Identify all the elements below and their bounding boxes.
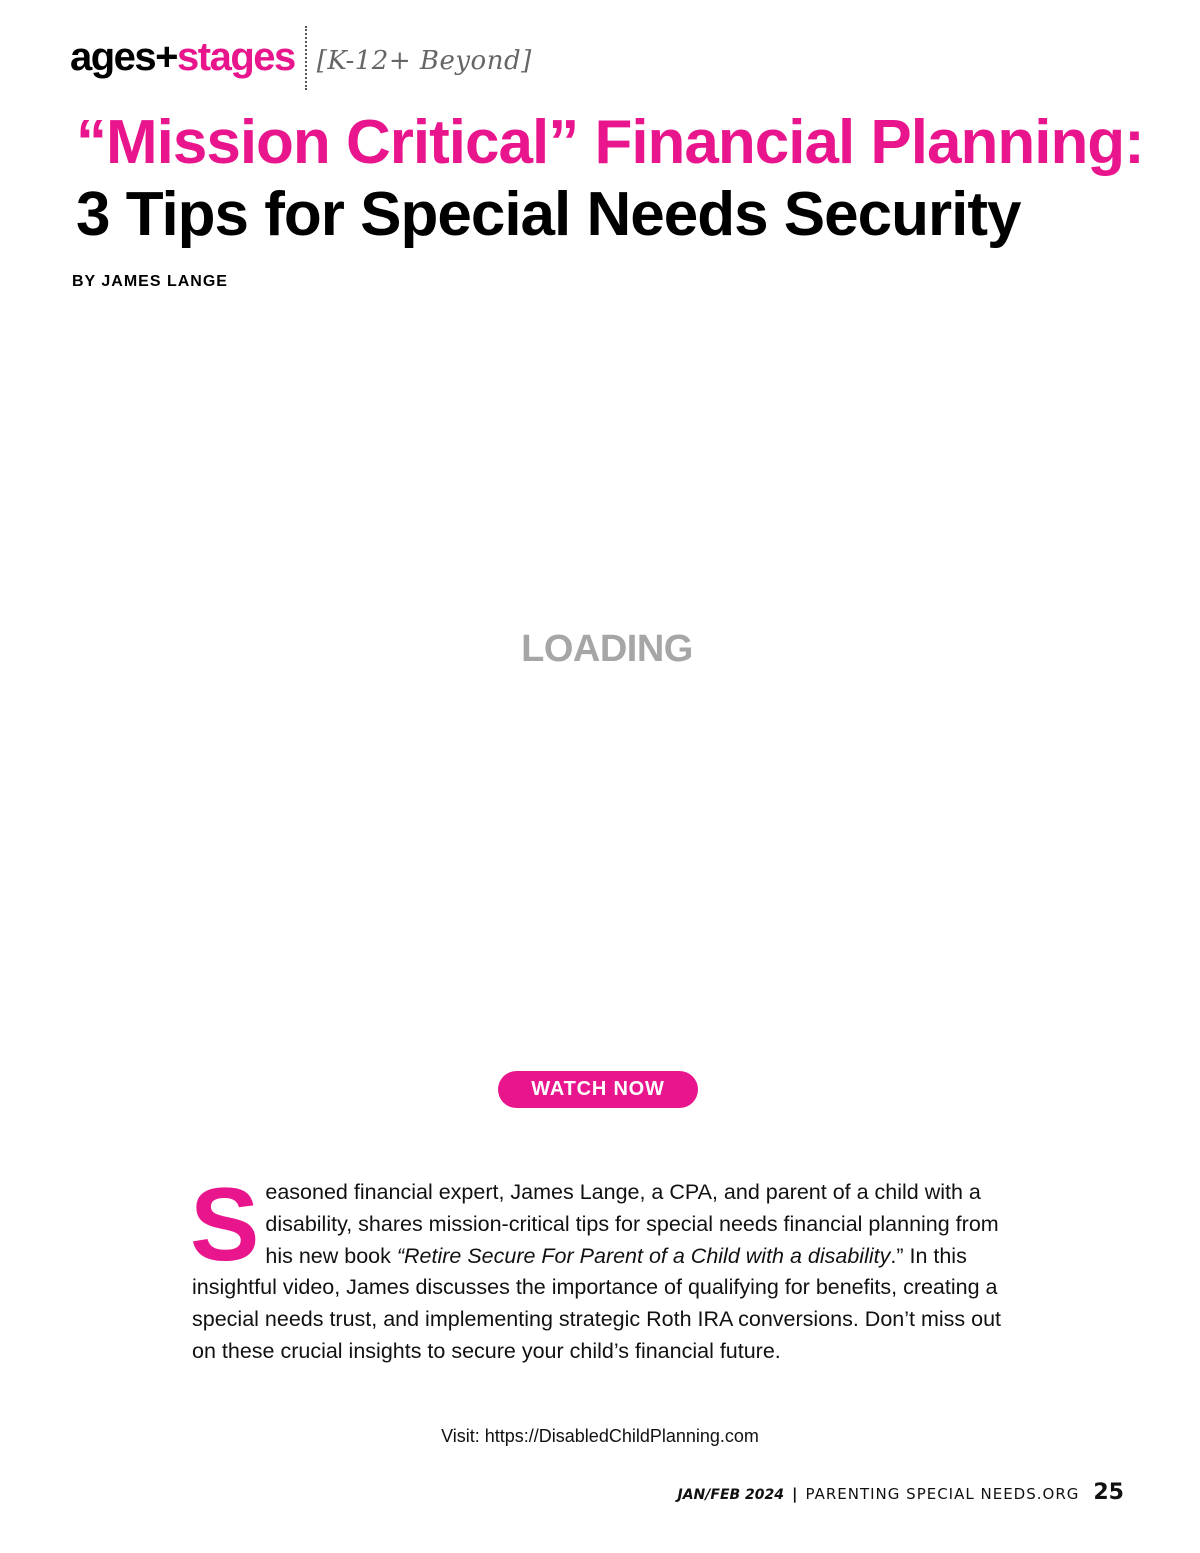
headline-line-1: “Mission Critical” Financial Planning: xyxy=(76,108,1144,177)
logo-stages-text: stages xyxy=(177,35,295,79)
masthead xyxy=(70,34,532,90)
masthead-divider xyxy=(305,26,307,90)
ages-stages-logo xyxy=(70,34,295,80)
visit-link[interactable]: Visit: https://DisabledChildPlanning.com xyxy=(441,1426,759,1446)
page-footer xyxy=(678,1480,1125,1505)
logo-ages-text: ages xyxy=(70,35,156,79)
drop-cap: S xyxy=(190,1167,260,1283)
logo-plus-text: + xyxy=(155,35,178,79)
publication-name: PARENTING SPECIAL NEEDS.ORG xyxy=(805,1485,1080,1503)
author-byline: BY JAMES LANGE xyxy=(72,273,228,290)
page-number: 25 xyxy=(1093,1480,1124,1505)
headline-line-2: 3 Tips for Special Needs Security xyxy=(76,180,1021,249)
section-tag: [K-12+ Beyond] xyxy=(316,46,532,76)
footer-separator: | xyxy=(792,1485,798,1503)
issue-date: JAN/FEB 2024 xyxy=(677,1487,785,1503)
video-embed[interactable] xyxy=(76,320,1126,1010)
body-text-intro: easoned financial expert, James Lange, a CPA, and parent of a child with a disability, shares mission-critical tips for special needs financial planning from his new book xyxy=(265,1180,999,1268)
watch-now-button[interactable]: WATCH NOW xyxy=(498,1071,698,1108)
body-text-rest: .” In this insightful video, James discusses the importance of qualifying for benefits, creating a special needs trust, and implementing strategic Roth IRA conversions. Don’t miss out on these crucial insights to secure your child’s financial future. xyxy=(192,1243,1002,1363)
book-title: “Retire Secure For Parent of a Child with a disability xyxy=(396,1243,891,1268)
article-body xyxy=(190,1167,1012,1368)
video-loading-label: LOADING xyxy=(521,628,693,670)
